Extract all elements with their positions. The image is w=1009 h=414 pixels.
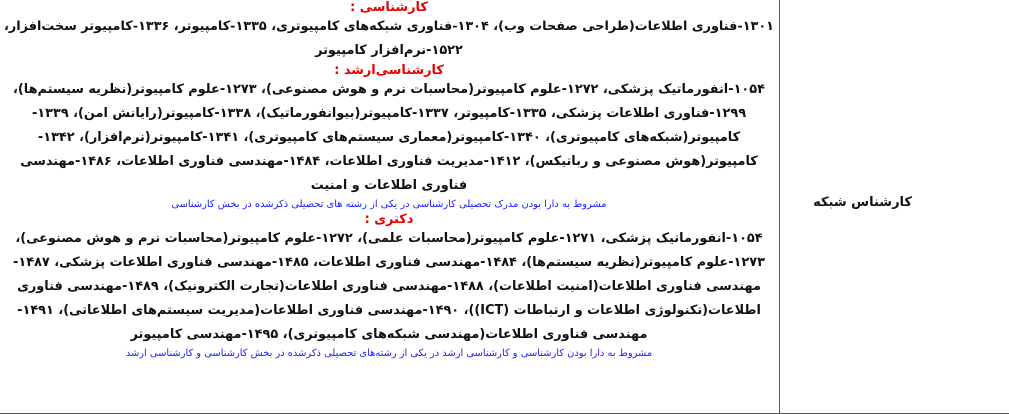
masters-fields-line: کامپیوتر(شبکه‌های کامپیوتری)، ۱۳۴۰-کامپیوتر(معماری سیستم‌های کامپیوتری)، ۱۳۴۱-کامپیوتر(نرم‌افزار)، ۱۳۴۲- — [37, 130, 741, 145]
masters-fields-line: کامپیوتر(هوش مصنوعی و رباتیکس)، ۱۴۱۲-مدیریت فناوری اطلاعات، ۱۴۸۴-مهندسی فناوری اطلاعات، ۱۴۸۶-مهندسی — [20, 154, 758, 169]
doctorate-fields-line: اطلاعات(تکنولوژی اطلاعات و ارتباطات (ICT))، ۱۴۹۰-مهندسی فناوری اطلاعات(مدیریت سیستم‌های اطلاعاتی)، ۱۴۹۱- — [17, 303, 761, 318]
masters-fields-line: فناوری اطلاعات و امنیت — [310, 178, 468, 193]
bachelor-fields-line: ۱۳۰۱-فناوری اطلاعات(طراحی صفحات وب)، ۱۳۰۴-فناوری شبکه‌های کامپیوتری، ۱۳۳۵-کامپیوتر، ۱۳۳۶-کامپیوتر سخت‌افزار، — [4, 19, 774, 34]
doctorate-fields-line: ۱۲۷۳-علوم کامپیوتر(نظریه سیستم‌ها)، ۱۴۸۴-مهندسی فناوری اطلاعات، ۱۴۸۵-مهندسی فناوری اطلاعات پزشکی، ۱۴۸۷- — [13, 255, 765, 270]
doctorate-heading: دکتری : — [364, 212, 414, 227]
bachelor-fields-line: ۱۵۲۲-نرم‌افزار کامپیوتر — [315, 43, 463, 58]
doctorate-fields-line: مهندسی فناوری اطلاعات(امنیت اطلاعات)، ۱۴۸۸-مهندسی فناوری اطلاعات(تجارت الکترونیک)، ۱۴۸۹-مهندسی فناوری — [17, 279, 761, 294]
doctorate-fields-line: مهندسی فناوری اطلاعات(مهندسی شبکه‌های کامپیوتری)، ۱۴۹۵-مهندسی کامپیوتر — [130, 327, 648, 342]
masters-heading: کارشناسی‌ارشد : — [334, 63, 444, 78]
doctorate-fields-line: ۱۰۵۴-انفورماتیک پزشکی، ۱۲۷۱-علوم کامپیوتر(محاسبات علمی)، ۱۲۷۲-علوم کامپیوتر(محاسبات نرم و هوش مصنوعی)، — [15, 231, 763, 246]
job-title-cell — [780, 0, 1009, 413]
masters-fields-line: ۱۰۵۴-انفورماتیک پزشکی، ۱۲۷۲-علوم کامپیوتر(محاسبات نرم و هوش مصنوعی)، ۱۲۷۳-علوم کامپیوتر(نظریه سیستم‌ها)، — [13, 82, 765, 97]
bachelor-heading: کارشناسی : — [350, 0, 428, 15]
masters-condition-note: مشروط به دارا بودن مدرک تحصیلی کارشناسی در یکی از رشته های تحصیلی ذکرشده در بخش کارشناسی — [171, 199, 607, 210]
job-title: کارشناس شبکه — [813, 195, 912, 210]
masters-fields-line: ۱۲۹۹-فناوری اطلاعات پزشکی، ۱۳۳۵-کامپیوتر، ۱۳۳۷-کامپیوتر(بیوانفورماتیک)، ۱۳۳۸-کامپیوتر(رایانش امن)، ۱۳۳۹- — [31, 106, 747, 121]
doctorate-condition-note: مشروط به دارا بودن کارشناسی و کارشناسی ارشد در یکی از رشته‌های تحصیلی ذکرشده در بخش کارشناسی و کارشناسی ارشد — [125, 348, 653, 359]
